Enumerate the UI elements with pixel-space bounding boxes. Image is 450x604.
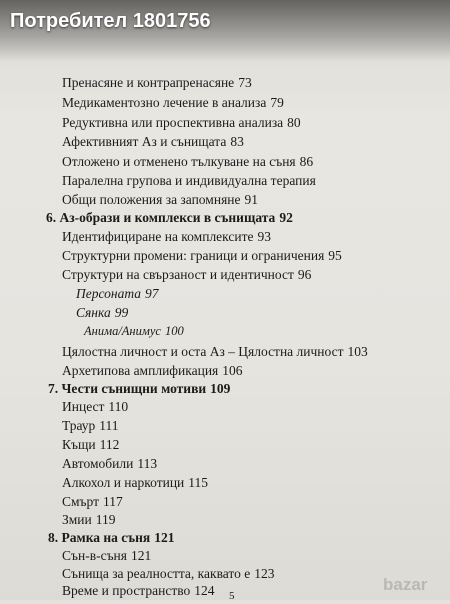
toc-entry-title: Къщи bbox=[62, 437, 96, 452]
toc-entry-title: Алкохол и наркотици bbox=[62, 475, 185, 490]
toc-entry-page: 80 bbox=[287, 115, 301, 130]
toc-entry-title: Идентифициране на комплексите bbox=[62, 229, 254, 244]
toc-entry-title: Структури на свързаност и идентичност bbox=[62, 267, 294, 282]
toc-entry bbox=[62, 192, 258, 208]
toc-entry-title: Персоната bbox=[76, 286, 142, 301]
toc-entry-title: Цялостна личност и оста Аз – Цялостна личност bbox=[62, 344, 344, 359]
toc-entry-page: 73 bbox=[238, 75, 252, 90]
toc-entry-title: Анима/Анимус bbox=[84, 324, 161, 338]
toc-subentry bbox=[84, 323, 184, 339]
toc-entry-page: 103 bbox=[347, 344, 368, 359]
toc-entry-title: Общи положения за запомняне bbox=[62, 192, 241, 207]
toc-entry-title: Афективният Аз и сънищата bbox=[62, 134, 227, 149]
toc-entry-page: 100 bbox=[164, 324, 184, 338]
toc-subentry bbox=[76, 286, 159, 302]
toc-entry-title: Змии bbox=[62, 512, 92, 527]
toc-entry-title: Медикаментозно лечение в анализа bbox=[62, 95, 267, 110]
toc-entry-page: 112 bbox=[99, 437, 120, 452]
toc-entry-page: 91 bbox=[244, 192, 258, 207]
toc-entry-title: Пренасяне и контрапренасяне bbox=[62, 75, 235, 90]
toc-entry-title: Траур bbox=[62, 418, 96, 433]
toc-entry-page: 119 bbox=[95, 512, 116, 527]
toc-entry-page: 96 bbox=[297, 267, 312, 282]
toc-entry bbox=[62, 154, 313, 170]
toc-entry-page: 123 bbox=[254, 566, 275, 581]
toc-entry-title: Смърт bbox=[62, 494, 99, 509]
toc-entry-page: 93 bbox=[257, 229, 271, 244]
toc-entry bbox=[62, 512, 116, 528]
toc-entry-title: 6. Аз-образи и комплекси в сънищата bbox=[46, 210, 276, 225]
toc-entry-page: 92 bbox=[279, 210, 293, 225]
toc-entry-page: 124 bbox=[194, 583, 215, 598]
bazar-watermark-logo: bazar bbox=[383, 575, 428, 594]
toc-entry bbox=[62, 75, 252, 91]
toc-entry-page: 121 bbox=[154, 530, 175, 545]
toc-entry bbox=[62, 173, 320, 189]
toc-chapter-heading bbox=[46, 210, 293, 226]
toc-chapter-heading bbox=[48, 530, 175, 546]
toc-entry bbox=[62, 363, 243, 379]
toc-entry-page: 99 bbox=[114, 305, 129, 320]
toc-entry-page: 110 bbox=[108, 399, 129, 414]
toc-entry-page: 117 bbox=[103, 494, 123, 509]
user-banner bbox=[0, 0, 450, 62]
toc-entry bbox=[62, 494, 123, 510]
toc-entry-page: 111 bbox=[99, 418, 119, 433]
toc-entry bbox=[62, 399, 128, 415]
toc-entry bbox=[62, 344, 368, 360]
toc-entry bbox=[62, 229, 271, 245]
toc-entry-title: Инцест bbox=[62, 399, 105, 414]
toc-entry bbox=[62, 115, 301, 131]
toc-entry-title: 7. Чести сънищни мотиви bbox=[48, 381, 207, 396]
toc-entry bbox=[62, 418, 119, 434]
toc-entry-title: Структурни промени: граници и ограничения bbox=[62, 248, 325, 263]
toc-entry-page: 109 bbox=[210, 381, 231, 396]
toc-entry bbox=[62, 456, 157, 472]
toc-entry-page: 97 bbox=[145, 286, 159, 301]
toc-chapter-heading bbox=[48, 381, 230, 397]
toc-entry-title: Редуктивна или проспективна анализа bbox=[62, 115, 284, 130]
toc-entry-page: 113 bbox=[137, 456, 158, 471]
toc-entry-title: Автомобили bbox=[62, 456, 134, 471]
toc-entry-title: Отложено и отменено тълкуване на съня bbox=[62, 154, 296, 169]
toc-entry-page: 86 bbox=[299, 154, 314, 169]
page-number: 5 bbox=[229, 590, 235, 602]
toc-entry-page: 83 bbox=[230, 134, 244, 149]
toc-entry bbox=[62, 437, 119, 453]
toc-entry-page: 115 bbox=[188, 475, 209, 490]
toc-entry-title: Паралелна групова и индивидуална терапия bbox=[62, 173, 316, 188]
toc-entry-page: 106 bbox=[222, 363, 243, 378]
toc-entry-title: Време и пространство bbox=[62, 583, 191, 598]
toc-entry bbox=[62, 475, 208, 491]
toc-subentry bbox=[76, 305, 128, 321]
toc-entry-title: Архетипова амплификация bbox=[62, 363, 219, 378]
toc-entry bbox=[62, 583, 215, 599]
toc-entry-title: 8. Рамка на съня bbox=[48, 530, 151, 545]
toc-entry bbox=[62, 566, 275, 582]
toc-entry bbox=[62, 267, 311, 283]
toc-entry-title: Сън-в-съня bbox=[62, 548, 127, 563]
toc-entry bbox=[62, 548, 151, 564]
toc-entry bbox=[62, 134, 244, 150]
toc-entry-page: 95 bbox=[328, 248, 342, 263]
toc-entry-title: Сянка bbox=[76, 305, 111, 320]
toc-entry-title: Сънища за реалността, каквато е bbox=[62, 566, 251, 581]
toc-entry bbox=[62, 95, 284, 111]
toc-entry bbox=[62, 248, 342, 264]
toc-entry-page: 121 bbox=[130, 548, 152, 563]
user-banner-text: Потребител 1801756 bbox=[10, 10, 211, 32]
toc-entry-page: 79 bbox=[270, 95, 284, 110]
